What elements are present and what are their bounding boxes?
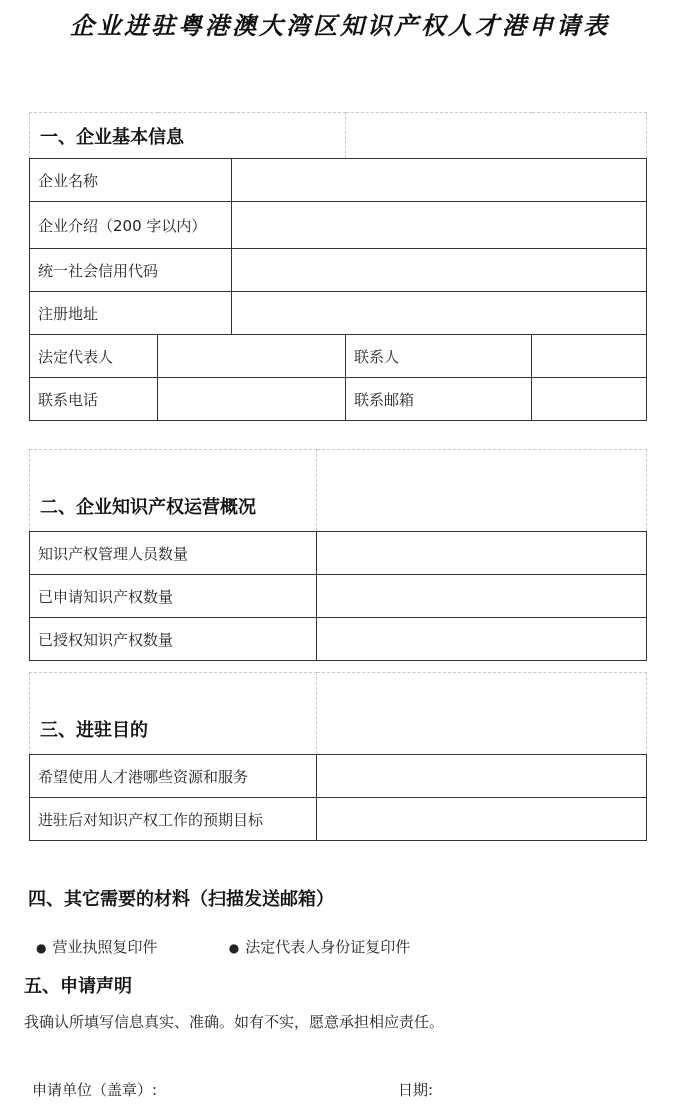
ip-applied-count-label: 已申请知识产权数量 bbox=[30, 575, 317, 618]
form-title: 企业进驻粤港澳大湾区知识产权人才港申请表 bbox=[70, 11, 610, 40]
resources-field[interactable] bbox=[317, 755, 647, 798]
section5-heading: 五、申请声明 bbox=[24, 976, 132, 997]
list-item bbox=[229, 936, 411, 957]
declaration-text: 我确认所填写信息真实、准确。如有不实，愿意承担相应责任。 bbox=[24, 1013, 445, 1031]
table-row bbox=[30, 202, 647, 249]
bullet-icon: ● bbox=[36, 941, 47, 955]
purpose-table bbox=[29, 672, 647, 841]
registered-address-label: 注册地址 bbox=[30, 292, 232, 335]
credit-code-label: 统一社会信用代码 bbox=[30, 249, 232, 292]
ip-staff-count-field[interactable] bbox=[317, 532, 647, 575]
section1-header-blank bbox=[346, 113, 647, 159]
section1-header-row bbox=[30, 113, 647, 159]
phone-label: 联系电话 bbox=[30, 378, 158, 421]
section3-header-blank bbox=[317, 673, 647, 755]
table-row bbox=[30, 798, 647, 841]
section3-heading: 三、进驻目的 bbox=[40, 720, 148, 741]
company-name-field[interactable] bbox=[232, 159, 647, 202]
table-row bbox=[30, 378, 647, 421]
table-row bbox=[30, 249, 647, 292]
applicant-seal-label: 申请单位（盖章）: bbox=[32, 1081, 158, 1099]
ip-operation-table bbox=[29, 449, 647, 661]
phone-field[interactable] bbox=[158, 378, 346, 421]
ip-granted-count-label: 已授权知识产权数量 bbox=[30, 618, 317, 661]
section2-heading-cell bbox=[30, 450, 317, 532]
credit-code-field[interactable] bbox=[232, 249, 647, 292]
email-label: 联系邮箱 bbox=[346, 378, 532, 421]
section2-header-blank bbox=[317, 450, 647, 532]
company-intro-field[interactable] bbox=[232, 202, 647, 249]
resources-label: 希望使用人才港哪些资源和服务 bbox=[30, 755, 317, 798]
materials-list bbox=[36, 936, 410, 957]
table-row bbox=[30, 292, 647, 335]
table-row bbox=[30, 575, 647, 618]
table-row bbox=[30, 532, 647, 575]
section3-heading-cell bbox=[30, 673, 317, 755]
legal-rep-field[interactable] bbox=[158, 335, 346, 378]
list-item bbox=[36, 936, 224, 957]
table-row bbox=[30, 159, 647, 202]
table-row bbox=[30, 335, 647, 378]
legal-rep-label: 法定代表人 bbox=[30, 335, 158, 378]
expected-goals-label: 进驻后对知识产权工作的预期目标 bbox=[30, 798, 317, 841]
expected-goals-field[interactable] bbox=[317, 798, 647, 841]
section1-heading: 一、企业基本信息 bbox=[40, 126, 184, 148]
section1-heading-cell bbox=[30, 113, 346, 159]
contact-person-label: 联系人 bbox=[346, 335, 532, 378]
ip-granted-count-field[interactable] bbox=[317, 618, 647, 661]
registered-address-field[interactable] bbox=[232, 292, 647, 335]
contact-person-field[interactable] bbox=[532, 335, 647, 378]
company-name-label: 企业名称 bbox=[30, 159, 232, 202]
ip-applied-count-field[interactable] bbox=[317, 575, 647, 618]
section3-header-row bbox=[30, 673, 647, 755]
section4-heading: 四、其它需要的材料（扫描发送邮箱） bbox=[28, 889, 334, 910]
section2-header-row bbox=[30, 450, 647, 532]
company-intro-label: 企业介绍（200 字以内） bbox=[30, 202, 232, 249]
date-label: 日期: bbox=[398, 1081, 434, 1099]
section2-heading: 二、企业知识产权运营概况 bbox=[40, 497, 256, 518]
bullet-icon: ● bbox=[228, 941, 240, 955]
table-row bbox=[30, 618, 647, 661]
business-license-item: 营业执照复印件 bbox=[52, 938, 158, 956]
email-field[interactable] bbox=[532, 378, 647, 421]
id-card-item: 法定代表人身份证复印件 bbox=[245, 938, 411, 956]
ip-staff-count-label: 知识产权管理人员数量 bbox=[30, 532, 317, 575]
table-row bbox=[30, 755, 647, 798]
basic-info-table bbox=[29, 112, 647, 421]
